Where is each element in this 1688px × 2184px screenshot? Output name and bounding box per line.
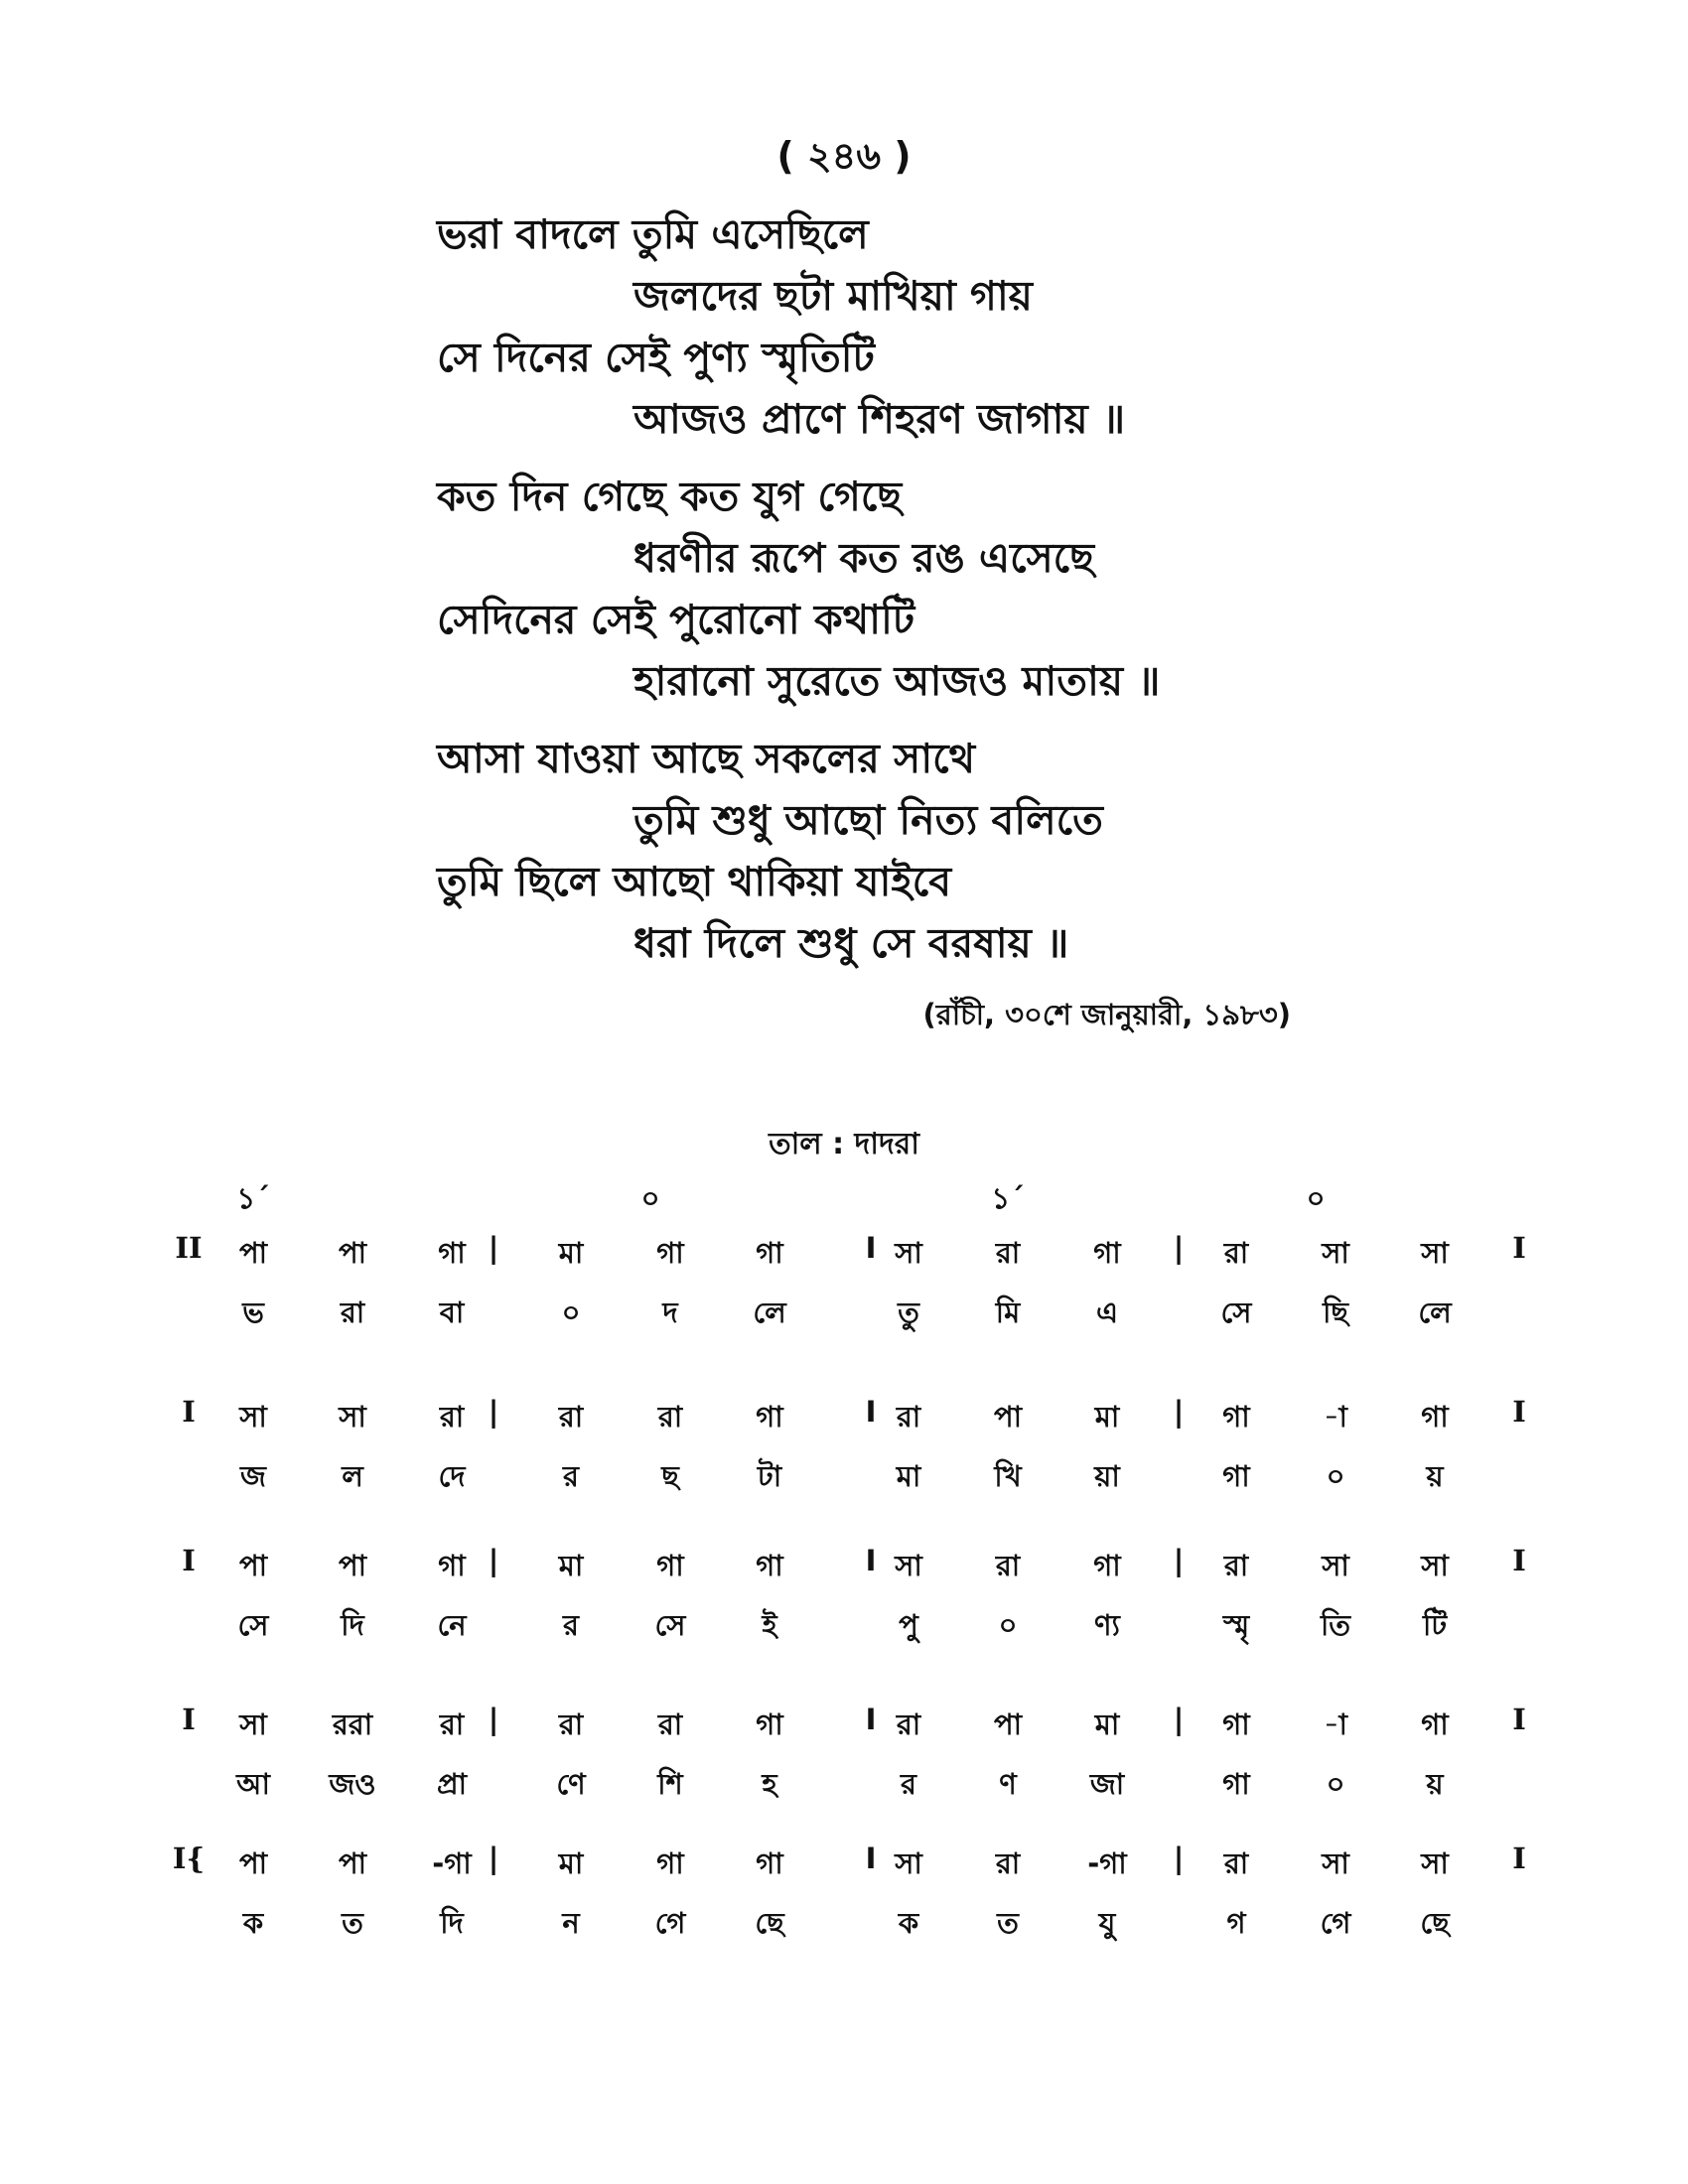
bar-separator: I [865, 1231, 877, 1265]
note-cell: গা [1421, 1400, 1449, 1433]
syllable-cell: তি [1320, 1608, 1351, 1642]
syllable-cell: ছি [1323, 1296, 1348, 1329]
note-cell: গা [1093, 1236, 1121, 1270]
note-cell: পা [993, 1400, 1023, 1433]
note-cell: সা [895, 1846, 922, 1880]
row-end-bar: I [1512, 1395, 1526, 1429]
page-number: ( ২৪৬ ) [776, 134, 912, 178]
syllable-cell: এ [1095, 1296, 1119, 1329]
syllable-cell: গ [1226, 1906, 1246, 1940]
note-cell: ররা [332, 1707, 373, 1741]
bar-separator: | [1173, 1544, 1185, 1577]
syllable-cell: সে [237, 1608, 269, 1642]
beat-marker: ০ [1306, 1181, 1326, 1215]
lyrics-block [437, 204, 1489, 990]
syllable-cell: সে [1220, 1296, 1252, 1329]
syllable-cell: ভ [242, 1296, 264, 1329]
note-cell: -গা [1087, 1846, 1127, 1880]
note-cell: রা [995, 1549, 1021, 1582]
note-cell: গা [756, 1549, 783, 1582]
note-cell: রা [1223, 1846, 1249, 1880]
syllable-cell: নে [437, 1608, 467, 1642]
syllable-cell: টি [1422, 1608, 1448, 1642]
lyric-line: ধরণীর রূপে কত রঙ এসেছে [633, 534, 1095, 582]
note-cell: সা [895, 1236, 922, 1270]
syllable-cell: টা [757, 1459, 782, 1493]
note-cell: গা [656, 1236, 684, 1270]
note-cell: গা [438, 1236, 466, 1270]
bar-separator: | [1173, 1842, 1185, 1875]
note-cell: সা [339, 1400, 366, 1433]
stanza [437, 728, 1489, 974]
bar-separator: | [488, 1395, 499, 1429]
beat-marker: ১´ [236, 1181, 270, 1215]
note-cell: রা [1223, 1549, 1249, 1582]
syllable-cell: মি [995, 1296, 1021, 1329]
bar-separator: I [865, 1703, 877, 1736]
syllable-cell: ছে [755, 1906, 784, 1940]
note-cell: রা [657, 1400, 683, 1433]
row-end-bar: I [1512, 1703, 1526, 1736]
syllable-cell: মা [896, 1459, 921, 1493]
syllable-cell: বা [439, 1296, 465, 1329]
note-cell: সা [1322, 1549, 1349, 1582]
bar-separator: I [865, 1842, 877, 1875]
beat-marker: ০ [640, 1181, 660, 1215]
note-cell: রা [657, 1707, 683, 1741]
syllable-cell: যু [1098, 1906, 1116, 1940]
syllable-cell: ০ [1326, 1459, 1345, 1493]
note-cell: পা [338, 1549, 367, 1582]
syllable-cell: খি [994, 1459, 1022, 1493]
syllable-cell: তু [898, 1296, 919, 1329]
bar-separator: | [488, 1842, 499, 1875]
syllable-cell: ণ [999, 1767, 1017, 1801]
bar-separator: I [865, 1395, 877, 1429]
syllable-cell: দি [440, 1906, 464, 1940]
syllable-cell: দ [662, 1296, 678, 1329]
note-cell: রা [558, 1707, 584, 1741]
note-cell: মা [1094, 1707, 1120, 1741]
note-cell: গা [1421, 1707, 1449, 1741]
note-cell: পা [238, 1549, 268, 1582]
syllable-cell: পু [899, 1608, 918, 1642]
syllable-cell: দে [438, 1459, 466, 1493]
syllable-cell: ই [762, 1608, 777, 1642]
syllable-cell: র [901, 1767, 916, 1801]
note-cell: পা [338, 1846, 367, 1880]
note-cell: রা [896, 1400, 921, 1433]
syllable-cell: লে [753, 1296, 786, 1329]
syllable-cell: ছে [1420, 1906, 1450, 1940]
syllable-cell: সে [654, 1608, 686, 1642]
note-cell: গা [756, 1707, 783, 1741]
syllable-cell: ণ্য [1094, 1608, 1120, 1642]
syllable-cell: গা [1222, 1767, 1250, 1801]
row-start-bar: I [182, 1395, 196, 1429]
lyric-line: সে দিনের সেই পুণ্য স্মৃতিটি [437, 334, 875, 381]
note-cell: গা [756, 1236, 783, 1270]
note-cell: রা [439, 1400, 465, 1433]
syllable-cell: য় [1426, 1459, 1444, 1493]
note-cell: গা [1222, 1707, 1250, 1741]
syllable-cell: জও [329, 1767, 376, 1801]
syllable-cell: র [563, 1608, 579, 1642]
syllable-cell: ত [997, 1906, 1019, 1940]
note-cell: -া [1324, 1707, 1347, 1741]
syllable-cell: আ [236, 1767, 270, 1801]
syllable-cell: ণে [556, 1767, 586, 1801]
note-cell: গা [1093, 1549, 1121, 1582]
note-cell: রা [995, 1846, 1021, 1880]
bar-separator: | [488, 1703, 499, 1736]
syllable-cell: ০ [998, 1608, 1018, 1642]
syllable-cell: ত [342, 1906, 363, 1940]
syllable-cell: হ [762, 1767, 777, 1801]
row-end-bar: I [1512, 1544, 1526, 1577]
syllable-cell: ০ [561, 1296, 581, 1329]
lyric-line: কত দিন গেছে কত যুগ গেছে [437, 473, 903, 520]
note-cell: পা [338, 1236, 367, 1270]
row-start-bar: I [182, 1703, 196, 1736]
stanza [437, 204, 1489, 450]
syllable-cell: জা [1089, 1767, 1125, 1801]
lyric-line: আসা যাওয়া আছে সকলের সাথে [437, 735, 976, 782]
syllable-cell: র [563, 1459, 579, 1493]
note-cell: মা [1094, 1400, 1120, 1433]
syllable-cell: ছ [661, 1459, 679, 1493]
date-footnote: (রাঁচী, ৩০শে জানুয়ারী, ১৯৮৩) [922, 998, 1291, 1031]
note-cell: সা [1421, 1549, 1449, 1582]
note-cell: সা [1322, 1846, 1349, 1880]
syllable-cell: লে [1418, 1296, 1452, 1329]
note-cell: পা [238, 1236, 268, 1270]
syllable-cell: গে [1320, 1906, 1351, 1940]
note-cell: সা [1421, 1846, 1449, 1880]
row-end-bar: I [1512, 1231, 1526, 1265]
syllable-cell: দি [341, 1608, 364, 1642]
syllable-cell: শি [657, 1767, 683, 1801]
bar-separator: | [1173, 1703, 1185, 1736]
lyric-line: হারানো সুরেতে আজও মাতায় ॥ [633, 657, 1161, 705]
bar-separator: | [1173, 1231, 1185, 1265]
stanza [437, 466, 1489, 712]
syllable-cell: ক [242, 1906, 264, 1940]
note-cell: সা [239, 1400, 267, 1433]
syllable-cell: য়া [1094, 1459, 1120, 1493]
syllable-cell: ন [562, 1906, 580, 1940]
note-cell: গা [756, 1846, 783, 1880]
syllable-cell: জ [240, 1459, 266, 1493]
bar-separator: | [1173, 1395, 1185, 1429]
bar-separator: | [488, 1544, 499, 1577]
syllable-cell: রা [340, 1296, 365, 1329]
beat-marker: ১´ [991, 1181, 1025, 1215]
lyric-line: সেদিনের সেই পুরোনো কথাটি [437, 596, 915, 643]
syllable-cell: ০ [1326, 1767, 1345, 1801]
note-cell: রা [896, 1707, 921, 1741]
note-cell: সা [1322, 1236, 1349, 1270]
bar-separator: I [865, 1544, 877, 1577]
syllable-cell: প্রা [436, 1767, 468, 1801]
note-cell: গা [656, 1846, 684, 1880]
note-cell: মা [558, 1549, 584, 1582]
syllable-cell: গে [654, 1906, 686, 1940]
note-cell: রা [1223, 1236, 1249, 1270]
note-cell: পা [238, 1846, 268, 1880]
bar-separator: | [488, 1231, 499, 1265]
note-cell: পা [993, 1707, 1023, 1741]
lyric-line: তুমি ছিলে আছো থাকিয়া যাইবে [437, 858, 952, 905]
note-cell: গা [756, 1400, 783, 1433]
row-start-bar: II [175, 1231, 203, 1265]
lyric-line: ভরা বাদলে তুমি এসেছিলে [437, 210, 869, 258]
note-cell: -া [1324, 1400, 1347, 1433]
row-start-bar: I{ [172, 1842, 206, 1875]
syllable-cell: ক [898, 1906, 919, 1940]
note-cell: রা [995, 1236, 1021, 1270]
row-end-bar: I [1512, 1842, 1526, 1875]
note-cell: মা [558, 1846, 584, 1880]
syllable-cell: য় [1426, 1767, 1444, 1801]
lyric-line: ধরা দিলে শুধু সে বরষায় ॥ [633, 919, 1069, 967]
syllable-cell: ল [342, 1459, 363, 1493]
lyric-line: তুমি শুধু আছো নিত্য বলিতে [633, 796, 1103, 844]
tala-heading: তাল : দাদরা [769, 1127, 919, 1161]
note-cell: সা [239, 1707, 267, 1741]
note-cell: গা [438, 1549, 466, 1582]
note-cell: রা [439, 1707, 465, 1741]
lyric-line: আজও প্রাণে শিহরণ জাগায় ॥ [633, 395, 1126, 443]
syllable-cell: গা [1222, 1459, 1250, 1493]
note-cell: গা [656, 1549, 684, 1582]
lyric-line: জলদের ছটা মাখিয়া গায় [633, 272, 1033, 320]
row-start-bar: I [182, 1544, 196, 1577]
note-cell: রা [558, 1400, 584, 1433]
note-cell: গা [1222, 1400, 1250, 1433]
note-cell: -গা [432, 1846, 472, 1880]
note-cell: মা [558, 1236, 584, 1270]
note-cell: সা [895, 1549, 922, 1582]
note-cell: সা [1421, 1236, 1449, 1270]
syllable-cell: স্মৃ [1222, 1608, 1250, 1642]
